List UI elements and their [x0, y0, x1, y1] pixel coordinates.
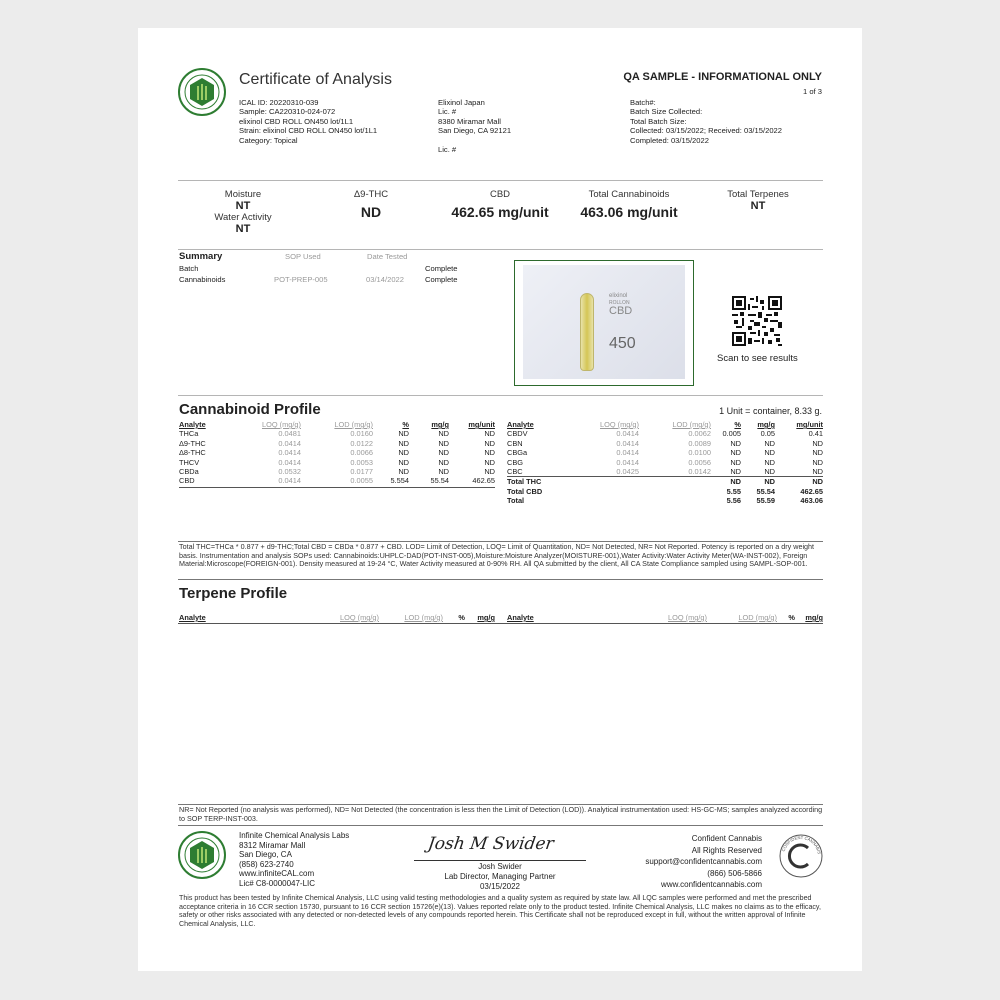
- ical-id: ICAL ID: 20220310-039: [239, 98, 319, 107]
- coa-page: [138, 28, 862, 971]
- terpene-note: NR= Not Reported (no analysis was performed), ND= Not Detected (the concentration is less then the Limit of Detection (LOD)). Analytical instrumentation used: HS-GC-MS; samples analyzed according to SOP TERP-INST-003.: [179, 805, 823, 823]
- cc-contact: [645, 833, 762, 891]
- table-cell: [639, 496, 711, 505]
- total-cannabinoids-metric: Total Cannabinoids 463.06 mg/unit: [580, 189, 678, 220]
- table-row: [507, 458, 823, 467]
- table-cell: ND: [438, 438, 449, 448]
- table-cell: 0.0122: [350, 438, 373, 448]
- cc-name: Confident Cannabis: [691, 834, 762, 843]
- cannabinoid-profile-title: Cannabinoid Profile: [179, 401, 321, 418]
- table-cell: ND: [484, 429, 495, 439]
- cc-phone: (866) 506-5866: [707, 868, 762, 878]
- completed-date: Completed: 03/15/2022: [630, 135, 709, 145]
- table-cell: 0.41: [808, 429, 823, 439]
- divider: [178, 395, 823, 396]
- signature-image: Josh M Swider: [426, 834, 556, 854]
- table-cell: CBN: [507, 438, 523, 448]
- table-cell: ND: [484, 467, 495, 477]
- summary-status-batch: Complete: [425, 264, 458, 273]
- summary-row-batch: Batch: [179, 264, 199, 273]
- batch-size-collected: Batch Size Collected:: [630, 107, 703, 117]
- table-cell: 0.0160: [350, 429, 373, 439]
- table-cell: Δ8-THC: [179, 448, 206, 458]
- table-cell: ND: [438, 457, 449, 467]
- table-cell: ND: [438, 429, 449, 439]
- table-cell: 0.0053: [350, 457, 373, 467]
- lab-contact: [239, 831, 349, 889]
- table-cell: [573, 496, 639, 505]
- table-cell: THCa: [179, 429, 199, 439]
- table-cell: ND: [730, 448, 741, 458]
- table-cell: ND: [812, 457, 823, 467]
- table-cell: 0.0532: [278, 467, 301, 477]
- col-analyte: Analyte: [507, 420, 534, 429]
- signature-line: [414, 860, 586, 861]
- table-cell: ND: [764, 457, 775, 467]
- table-cell: ND: [398, 429, 409, 439]
- summary-title: Summary: [179, 251, 223, 262]
- qr-code-icon[interactable]: [732, 296, 782, 346]
- cc-website[interactable]: www.confidentcannabis.com: [661, 880, 762, 890]
- total-batch-size: Total Batch Size:: [630, 116, 687, 126]
- product-name: elixinol CBD ROLL ON450 lot/1L1: [239, 116, 354, 126]
- table-cell: ND: [764, 438, 775, 448]
- table-cell: CBDa: [179, 467, 199, 477]
- table-cell: THCV: [179, 457, 200, 467]
- table-cell: 0.0062: [688, 429, 711, 439]
- col-pct: %: [734, 420, 741, 429]
- lab-address: 8312 Miramar Mall: [239, 840, 306, 850]
- client-name: Elixinol Japan: [438, 98, 485, 107]
- table-cell: ND: [775, 477, 823, 487]
- cc-rights: All Rights Reserved: [691, 845, 762, 855]
- cc-email[interactable]: support@confidentcannabis.com: [645, 857, 762, 867]
- col-pct: %: [402, 420, 409, 429]
- signatory-name: Josh Swider: [478, 862, 522, 871]
- table-cell: 5.554: [390, 476, 409, 486]
- table-cell: 55.59: [756, 496, 775, 506]
- client-lic-2: Lic. #: [438, 145, 457, 155]
- confident-cannabis-seal-icon: [778, 833, 824, 879]
- table-cell: ND: [484, 438, 495, 448]
- table-cell: [639, 477, 711, 487]
- table-cell: ND: [398, 457, 409, 467]
- signatory: [414, 862, 586, 891]
- table-cell: 462.65: [472, 476, 495, 486]
- table-cell: ND: [398, 438, 409, 448]
- table-cell: Total CBD: [507, 486, 543, 496]
- summary-row-cannabinoids: Cannabinoids: [179, 275, 226, 284]
- table-cell: 0.005: [722, 429, 741, 439]
- table-cell: [639, 487, 711, 496]
- divider: [178, 180, 823, 181]
- table-cell: 5.55: [726, 486, 741, 496]
- thc-metric: Δ9-THC ND: [353, 189, 389, 220]
- terpene-table-right: Analyte LOQ (mg/g) LOD (mg/g) % mg/g: [507, 613, 823, 622]
- col-mgunit: mg/unit: [468, 420, 495, 429]
- divider: [178, 825, 823, 826]
- batch-number: Batch#:: [630, 98, 656, 107]
- table-cell: [573, 477, 639, 487]
- table-cell: Total: [507, 496, 525, 506]
- table-cell: CBDV: [507, 429, 528, 439]
- table-cell: 0.0414: [616, 457, 639, 467]
- table-row: [507, 467, 823, 477]
- table-cell: ND: [730, 438, 741, 448]
- date-header: Date Tested: [367, 252, 408, 261]
- table-row: [179, 458, 495, 467]
- table-row: [179, 467, 495, 476]
- table-cell: 0.0142: [688, 467, 711, 477]
- table-row: [179, 448, 495, 457]
- strain: Strain: elixinol CBD ROLL ON450 lot/1L1: [239, 126, 378, 136]
- client-info: [438, 98, 511, 154]
- table-cell: 0.0414: [278, 476, 301, 486]
- table-cell: ND: [438, 448, 449, 458]
- table-cell: ND: [812, 438, 823, 448]
- table-cell: 0.0177: [350, 467, 373, 477]
- table-cell: 0.0481: [278, 429, 301, 439]
- lab-website[interactable]: www.infiniteCAL.com: [239, 869, 315, 879]
- table-cell: 0.0425: [616, 467, 639, 477]
- table-cell: Δ9-THC: [179, 438, 206, 448]
- table-cell: 0.0414: [278, 438, 301, 448]
- summary-status-cannabinoids: Complete: [425, 275, 458, 284]
- summary-date-cannabinoids: 03/14/2022: [366, 275, 405, 284]
- lab-name: Infinite Chemical Analysis Labs: [239, 831, 350, 840]
- table-cell: 0.05: [760, 429, 775, 439]
- disclaimer: This product has been tested by Infinite Chemical Analysis, LLC using valid testing methodologies and a quality system as required by state law. All LQC samples were performed and met the prescribed acceptance criteria in 16 CCR section 15730, pursuant to 16 CCR section 15726(e)(13). Values reported relate only to the product tested. Infinite Chemical Analysis, LLC makes no claims as to the efficacy, safety or other risks associated with any detected or non-detected levels of any compounds reported herein. This Certificate shall not be reproduced except in full, without the written approval of Infinite Chemical Analysis, LLC.: [179, 894, 821, 928]
- divider: [178, 249, 823, 250]
- terpene-table-left: Analyte LOQ (mg/g) LOD (mg/g) % mg/g: [179, 613, 495, 622]
- table-row: [507, 448, 823, 457]
- col-loq: LOQ (mg/g): [261, 420, 301, 429]
- table-cell: ND: [711, 477, 741, 487]
- lab-city: San Diego, CA: [239, 850, 292, 860]
- sample-info: [239, 98, 377, 145]
- col-lod: LOD (mg/g): [334, 420, 373, 429]
- signatory-role: Lab Director, Managing Partner: [444, 871, 556, 881]
- col-mgg: mg/g: [757, 420, 775, 429]
- photo-num: 450: [609, 335, 636, 352]
- col-mgg: mg/g: [431, 420, 449, 429]
- svg-text:CONFIDENT CANNABIS: CONFIDENT CANNABIS: [780, 834, 822, 855]
- table-cell: ND: [398, 467, 409, 477]
- sample-vial-image: [580, 293, 594, 371]
- table-cell: ND: [741, 477, 775, 487]
- table-cell: CBGa: [507, 448, 528, 458]
- col-analyte: Analyte: [179, 420, 206, 429]
- photo-sub: ROLLON: [609, 300, 630, 306]
- table-cell: 0.0056: [688, 457, 711, 467]
- sample-id: Sample: CA220310-024-072: [239, 107, 336, 117]
- table-cell: ND: [438, 467, 449, 477]
- table-cell: 5.56: [726, 496, 741, 506]
- client-address: 8380 Miramar Mall: [438, 116, 501, 126]
- table-row: [507, 439, 823, 448]
- table-cell: ND: [484, 457, 495, 467]
- table-cell: 0.0414: [616, 429, 639, 439]
- collected-received: Collected: 03/15/2022; Received: 03/15/2022: [630, 126, 782, 136]
- lab-logo-icon: [178, 68, 226, 116]
- page-number: 1 of 3: [803, 87, 822, 96]
- table-row: [179, 476, 495, 485]
- col-loq: LOQ (mg/g): [599, 420, 639, 429]
- total-row: [507, 487, 823, 496]
- total-row: [507, 477, 823, 487]
- sample-photo: [514, 260, 694, 386]
- table-cell: 0.0089: [688, 438, 711, 448]
- table-cell: 0.0414: [278, 448, 301, 458]
- table-row: [179, 439, 495, 448]
- client-city: San Diego, CA 92121: [438, 126, 512, 136]
- table-cell: 0.0414: [616, 448, 639, 458]
- table-cell: ND: [764, 467, 775, 477]
- table-cell: CBD: [179, 476, 195, 486]
- terpenes-metric: Total Terpenes NT: [727, 189, 789, 212]
- table-cell: CBG: [507, 457, 524, 467]
- table-cell: ND: [812, 448, 823, 458]
- table-row: [507, 429, 823, 438]
- table-cell: ND: [730, 457, 741, 467]
- qa-sample-label: QA SAMPLE - INFORMATIONAL ONLY: [623, 71, 822, 83]
- table-cell: ND: [484, 448, 495, 458]
- batch-info: [630, 98, 782, 145]
- signature-date: 03/15/2022: [479, 881, 521, 891]
- divider: [178, 623, 823, 624]
- table-cell: CBC: [507, 467, 523, 477]
- table-cell: [573, 487, 639, 496]
- divider: [178, 579, 823, 580]
- unit-note: 1 Unit = container, 8.33 g.: [719, 406, 822, 416]
- table-cell: Total THC: [507, 477, 573, 487]
- cannabinoid-table-right: [507, 420, 823, 506]
- table-cell: 463.06: [800, 496, 823, 506]
- table-cell: ND: [398, 448, 409, 458]
- terpene-profile-title: Terpene Profile: [179, 585, 288, 602]
- moisture-metric: Moisture NT Water Activity NT: [214, 189, 272, 235]
- lab-license: Lic# C8-0000047-LIC: [239, 878, 316, 888]
- qr-caption: Scan to see results: [717, 353, 798, 364]
- table-cell: 462.65: [800, 486, 823, 496]
- col-mgunit: mg/unit: [796, 420, 823, 429]
- table-rule: [179, 487, 495, 488]
- table-cell: ND: [812, 467, 823, 477]
- table-cell: 0.0066: [350, 448, 373, 458]
- table-cell: 0.0414: [616, 438, 639, 448]
- table-cell: ND: [764, 448, 775, 458]
- summary-sop-cannabinoids: POT-PREP-005: [274, 275, 328, 284]
- table-cell: 0.0414: [278, 457, 301, 467]
- table-cell: ND: [730, 467, 741, 477]
- table-cell: 0.0100: [688, 448, 711, 458]
- table-cell: 55.54: [756, 486, 775, 496]
- cbd-metric: CBD 462.65 mg/unit: [451, 189, 549, 220]
- category: Category: Topical: [239, 135, 298, 145]
- table-row: [179, 429, 495, 438]
- photo-brand: elixinol: [609, 293, 628, 299]
- cannabinoid-table-left: [179, 420, 495, 486]
- cannabinoid-note: Total THC=THCa * 0.877 + d9-THC;Total CBD = CBDa * 0.877 + CBD. LOD= Limit of Detection, LOQ= Limit of Quantitation, ND= Not Detected, NR= Not Reported. Potency is reported on a dry weight basis. Instrumentation and analysis SOPs used: Cannabinoids:UHPLC-DAD(POT-INST-005),Moisture:Moisture Analyzer(MOISTURE-001),Water Activity:Water Activity Meter(WA-INST-002), Foreign Material:Microscope(FOREIGN-001). Density measured at 19-24 °C, Water Activity measured at 0-90% RH. All QA submitted by the client, All CA State Compliance sampled using SAMPL-SOP-001.: [179, 542, 815, 569]
- total-row: [507, 496, 823, 505]
- table-cell: 55.54: [430, 476, 449, 486]
- sop-header: SOP Used: [285, 252, 321, 261]
- lab-phone: (858) 623-2740: [239, 859, 294, 869]
- lab-logo-footer-icon: [178, 831, 226, 879]
- col-lod: LOD (mg/g): [672, 420, 711, 429]
- page-title: Certificate of Analysis: [239, 71, 392, 88]
- client-lic: Lic. #: [438, 107, 457, 117]
- table-cell: 0.0055: [350, 476, 373, 486]
- photo-cbd: CBD: [609, 305, 633, 317]
